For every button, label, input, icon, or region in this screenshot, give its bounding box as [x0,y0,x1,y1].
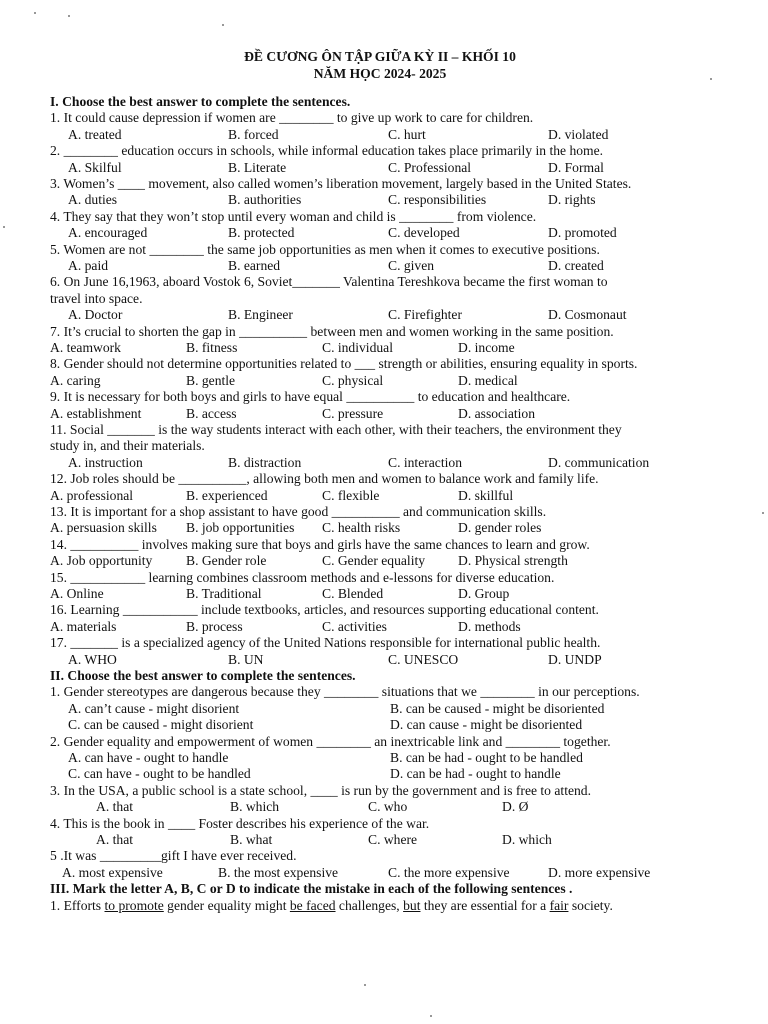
options-row [50,455,710,471]
option-a: A. materials [50,618,117,634]
scan-speck [68,15,70,17]
options-row [50,406,710,422]
option-c: C. where [368,831,418,847]
option-d: D. Group [458,585,510,601]
option-b: B. access [186,405,237,421]
options-row [50,832,710,848]
question-text: 15. ___________ learning combines classroom methods and e-lessons for diverse education. [50,569,555,585]
question-text: 16. Learning ___________ include textbooks, articles, and resources supporting educational content. [50,602,599,618]
question-text: 3. Women’s ____ movement, also called women’s liberation movement, largely based in the United States. [50,176,632,191]
option-a: A. Skilful [68,159,122,175]
option-a: A. teamwork [50,340,121,355]
question-text: 5 .It was _________gift I have ever received. [50,848,297,864]
option-d: D. gender roles [458,520,542,536]
option-c: C. the more expensive [388,864,510,880]
option-c: C. developed [388,225,460,241]
option-b: B. can be had - ought to be handled [390,749,583,765]
section-3-heading: III. Mark the letter A, B, C or D to indicate the mistake in each of the following sentences . [50,881,573,897]
options-row [50,520,710,536]
question-text: 17. _______ is a specialized agency of the United Nations responsible for international public health. [50,635,601,651]
option-d: D. can be had - ought to handle [390,766,561,782]
option-a: A. that [96,799,133,815]
text-part: challenges, [335,897,404,913]
option-c: C. who [368,799,408,815]
option-d: D. Formal [548,159,604,175]
scan-speck [430,1015,432,1017]
options-row [50,619,710,635]
question-text: 11. Social _______ is the way students interact with each other, with their teachers, the environment they [50,421,622,437]
options-row [50,586,710,602]
option-c: C. hurt [388,126,426,142]
option-c: C. interaction [388,454,462,470]
options-row [50,160,710,176]
option-d: D. created [548,258,604,273]
school-year: NĂM HỌC 2024- 2025 [313,66,447,81]
question-text: 3. In the USA, a public school is a state school, ____ is run by the government and is free to attend. [50,782,591,798]
question-text: 1. It could cause depression if women are ________ to give up work to care for children. [50,110,534,126]
options-row [50,766,710,782]
option-a: A. duties [68,192,118,208]
option-c: C. pressure [322,405,384,421]
option-d: D. can cause - might be disoriented [390,717,583,733]
option-b: B. Literate [228,159,287,175]
option-b: B. can be caused - might be disoriented [390,700,605,716]
question-text: 1. Gender stereotypes are dangerous because they ________ situations that we ________ in our perceptions. [50,684,640,700]
option-a: A. establishment [50,405,142,421]
option-d: D. rights [548,192,596,208]
option-d: D. Cosmonaut [548,307,627,323]
option-b: B. the most expensive [218,864,339,880]
options-row [50,127,710,143]
options-row [50,553,710,569]
option-b: B. forced [228,126,279,142]
question-text: 2. ________ education occurs in schools, while informal education takes place primarily in the home. [50,143,604,159]
option-d: D. methods [458,618,521,634]
option-a: A. Job opportunity [50,553,153,569]
question-text: 14. __________ involves making sure that boys and girls have the same chances to learn and grow. [50,536,590,552]
option-c: C. activities [322,618,387,634]
options-row [50,750,710,766]
question-text [50,898,710,914]
options-row [50,865,710,881]
options-row [50,652,710,668]
option-c: C. can be caused - might disorient [68,717,254,733]
exam-page [50,48,710,914]
text-part: society. [568,897,613,913]
question-text: 8. Gender should not determine opportunities related to ___ strength or abilities, ensuring equality in sports. [50,356,638,372]
option-c: C. Firefighter [388,307,462,323]
option-d: D. communication [548,454,650,470]
option-c: C. Blended [322,585,384,601]
option-c: C. responsibilities [388,192,487,208]
option-a: A. can have - ought to handle [68,749,229,765]
question-continuation: study in, and their materials. [50,438,205,454]
option-b: B. gentle [186,372,236,388]
option-d: D. Physical strength [458,553,568,569]
option-b: B. fitness [186,340,238,355]
option-b: B. Gender role [186,553,267,569]
scan-speck [762,512,764,514]
option-c: C. health risks [322,520,401,536]
option-a: A. Doctor [68,307,123,323]
option-a: A. professional [50,487,134,503]
options-row [50,225,710,241]
option-d: D. association [458,405,536,421]
option-a: A. that [96,831,133,847]
option-c: C. Gender equality [322,553,426,569]
question-text: 13. It is important for a shop assistant to have good __________ and communication skills. [50,503,547,519]
scan-speck [364,984,366,986]
option-a: A. WHO [68,651,117,667]
question-text: 7. It’s crucial to shorten the gap in __________ between men and women working in the same position. [50,323,614,339]
option-d: D. skillful [458,487,514,503]
options-row [50,488,710,504]
option-a: A. encouraged [68,225,148,241]
options-row [50,307,710,323]
option-b: B. which [230,799,280,815]
option-c: C. flexible [322,487,380,503]
option-d: D. which [502,831,552,847]
scan-speck [710,78,712,80]
option-b: B. Engineer [228,307,293,323]
option-c: C. physical [322,372,384,388]
document-title: ĐỀ CƯƠNG ÔN TẬP GIỮA KỲ II – KHỐI 10 [244,49,516,64]
option-a: A. treated [68,126,122,142]
options-row [50,340,710,356]
question-text: 9. It is necessary for both boys and girls to have equal __________ to education and healthcare. [50,389,571,405]
option-b: B. earned [228,258,281,273]
option-b: B. what [230,831,273,847]
underlined-option-d: fair [549,897,569,913]
scan-speck [3,226,5,228]
option-b: B. process [186,618,243,634]
question-text: 2. Gender equality and empowerment of women ________ an inextricable link and ________ together. [50,733,611,749]
option-c: C. can have - ought to be handled [68,766,251,782]
option-a: A. instruction [68,454,143,470]
option-b: B. distraction [228,454,302,470]
section-1-heading: I. Choose the best answer to complete the sentences. [50,94,351,109]
option-c: C. individual [322,340,393,355]
question-text: 12. Job roles should be __________, allowing both men and women to balance work and family life. [50,471,599,487]
section-1-questions [50,110,710,668]
question-text: 4. This is the book in ____ Foster describes his experience of the war. [50,815,430,831]
question-continuation: travel into space. [50,290,143,306]
question-text: 6. On June 16,1963, aboard Vostok 6, Soviet_______ Valentina Tereshkova became the first woman to [50,274,608,290]
option-d: D. income [458,340,515,355]
text-part: 1. Efforts [50,897,105,913]
option-c: C. Professional [388,159,472,175]
options-row [50,258,710,274]
text-part: gender equality might [163,897,290,913]
option-b: B. authorities [228,192,302,208]
option-b: B. UN [228,651,264,667]
options-row [50,799,710,815]
section-2-heading: II. Choose the best answer to complete the sentences. [50,667,356,683]
option-c: C. given [388,258,435,273]
option-a: A. most expensive [62,864,163,880]
options-row [50,192,710,208]
question-text: 4. They say that they won’t stop until every woman and child is ________ from violence. [50,208,537,224]
options-row [50,717,710,733]
option-d: D. UNDP [548,651,602,667]
option-a: A. paid [68,258,109,273]
option-a: A. can’t cause - might disorient [68,700,240,716]
question-text: 5. Women are not ________ the same job opportunities as men when it comes to executive positions. [50,241,600,257]
option-d: D. medical [458,372,518,388]
option-d: D. violated [548,126,609,142]
option-d: D. promoted [548,225,617,241]
underlined-option-a: to promote [104,897,164,913]
option-a: A. Online [50,585,104,601]
options-row [50,701,710,717]
underlined-option-b: be faced [289,897,336,913]
option-d: D. more expensive [548,864,651,880]
scan-speck [222,24,224,26]
options-row [50,373,710,389]
option-d: D. Ø [502,799,529,815]
underlined-option-c: but [403,897,421,913]
option-b: B. experienced [186,487,268,503]
option-b: B. Traditional [186,585,262,601]
scan-speck [34,12,36,14]
option-a: A. persuasion skills [50,520,157,536]
text-part: they are essential for a [420,897,550,913]
option-b: B. job opportunities [186,520,295,536]
option-a: A. caring [50,372,101,388]
option-c: C. UNESCO [388,651,459,667]
option-b: B. protected [228,225,295,241]
